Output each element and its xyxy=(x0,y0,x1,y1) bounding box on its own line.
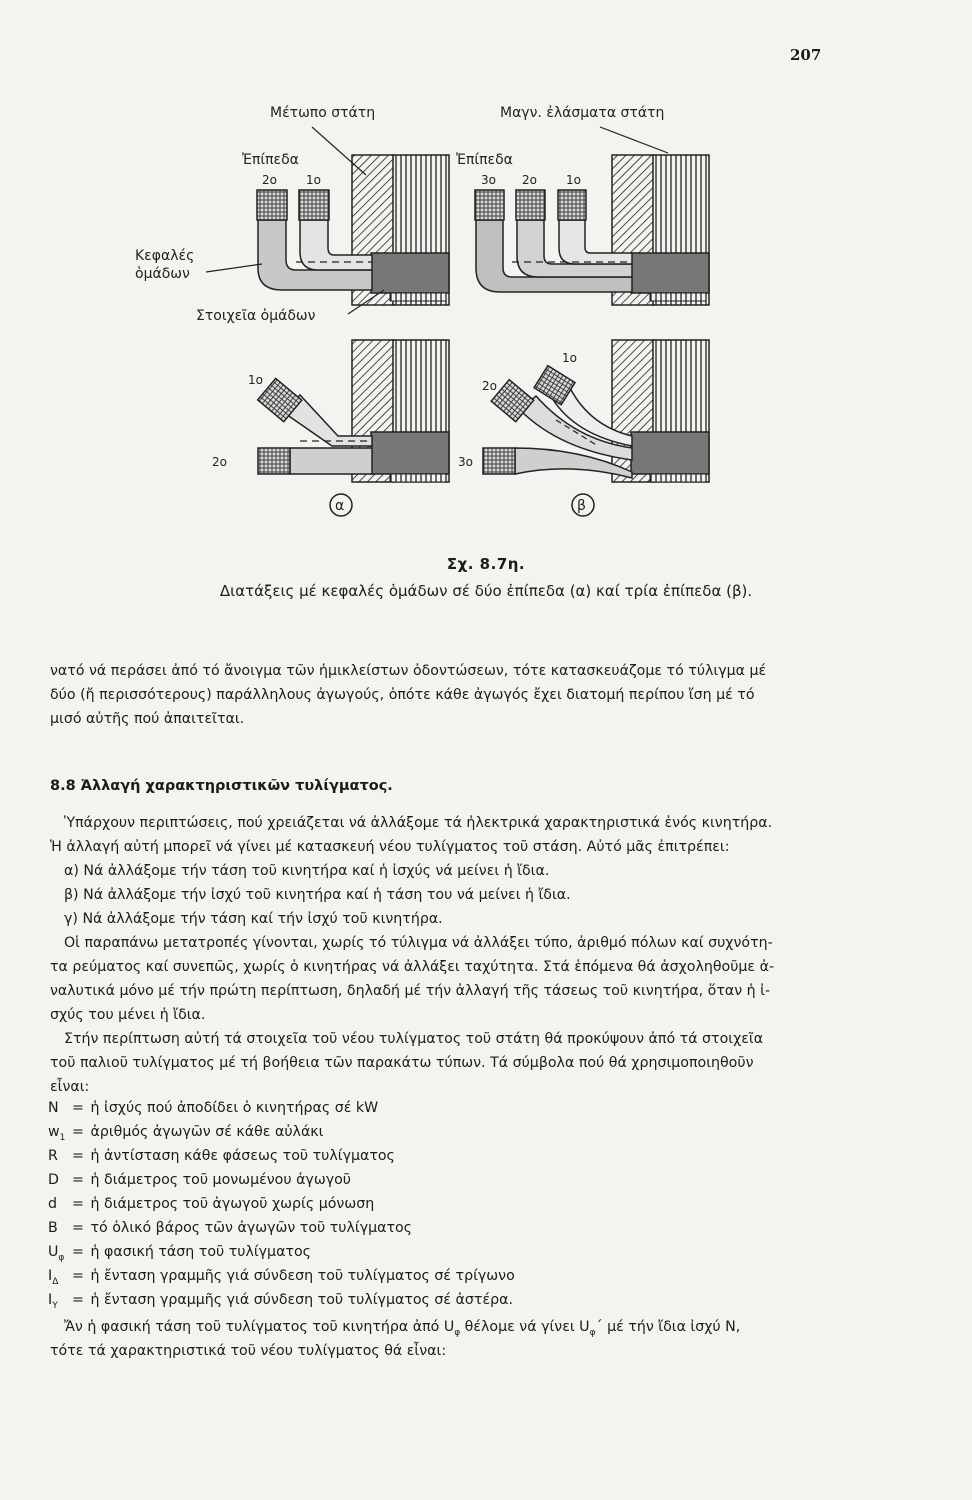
symbol-row: d = ἡ διάμετρος τοῦ ἀγωγοῦ χωρίς μόνωση xyxy=(48,1196,375,1212)
label-stator-laminations: Μαγν. ἐλάσματα στάτη xyxy=(500,105,665,121)
final-line-2: τότε τά χαρακτηριστικά τοῦ νέου τυλίγματος θά εἶναι: xyxy=(50,1343,447,1359)
mark-b: β xyxy=(577,498,586,514)
body-line-3: α) Νά ἀλλάξομε τήν τάση τοῦ κινητήρα καί ἡ ἰσχύς νά μείνει ἡ ἴδια. xyxy=(64,863,550,879)
diagram-b-bottom xyxy=(483,340,709,516)
lower-b-1: 1ο xyxy=(562,351,577,365)
plane-a-2: 2ο xyxy=(262,173,277,187)
plane-b-2: 2ο xyxy=(522,173,537,187)
winding-figure xyxy=(0,0,972,540)
label-group-elements: Στοιχεῖα ὁμάδων xyxy=(196,308,316,324)
body-line-5: γ) Νά ἀλλάξομε τήν τάση καί τήν ἰσχύ τοῦ κινητήρα. xyxy=(64,911,443,927)
symbol-row: $I_\Delta$ = ἡ ἔνταση γραμμῆς γιά σύνδεση τοῦ τυλίγματος σέ τρίγωνο xyxy=(48,1268,515,1287)
plane-a-1: 1ο xyxy=(306,173,321,187)
symbol-row: N = ἡ ἰσχύς πού ἀποδίδει ὁ κινητήρας σέ kW xyxy=(48,1100,379,1116)
intro-line-1: νατό νά περάσει ἀπό τό ἄνοιγμα τῶν ἡμικλείστων ὀδοντώσεων, τότε κατασκευάζομε τό τύλιγμα μέ xyxy=(50,663,767,679)
figure-number: Σχ. 8.7η. xyxy=(446,555,526,573)
lower-b-3: 3ο xyxy=(458,455,473,469)
symbol-row: D = ἡ διάμετρος τοῦ μονωμένου ἀγωγοῦ xyxy=(48,1172,351,1188)
body-line-7: τα ρεύματος καί συνεπῶς, χωρίς ὁ κινητήρας νά ἀλλάξει ταχύτητα. Στά ἑπόμενα θά ἀσχοληθοῦμε ἀ- xyxy=(50,959,775,975)
figure-caption: Διατάξεις μέ κεφαλές ὁμάδων σέ δύο ἐπίπεδα (α) καί τρία ἐπίπεδα (β). xyxy=(219,582,753,600)
symbol-row: R = ἡ ἀντίσταση κάθε φάσεως τοῦ τυλίγματος xyxy=(48,1148,395,1164)
label-planes-b: Ἐπίπεδα xyxy=(456,152,513,168)
mark-a: α xyxy=(335,498,345,514)
diagram-a-top xyxy=(257,155,449,305)
plane-b-1: 1ο xyxy=(566,173,581,187)
body-line-1: Ὑπάρχουν περιπτώσεις, πού χρειάζεται νά ἀλλάξομε τά ἠλεκτρικά χαρακτηριστικά ἑνός κινητήρα. xyxy=(64,815,773,831)
diagram-a-bottom xyxy=(258,340,449,516)
body-line-8: ναλυτικά μόνο μέ τήν πρώτη περίπτωση, δηλαδή μέ τήν ἀλλαγή τῆς τάσεως τοῦ κινητήρα, ὅταν ἡ ἰ- xyxy=(50,983,771,999)
final-line-1: Ἄν ἡ φασική τάση τοῦ τυλίγματος τοῦ κινητήρα ἀπό $U_\varphi$ θέλομε νά γίνει $U_\varphi΄$ μέ τήν ἴδια ἰσχύ N, xyxy=(64,1319,741,1338)
body-line-11: τοῦ παλιοῦ τυλίγματος μέ τή βοήθεια τῶν παρακάτω τύπων. Τά σύμβολα πού θά χρησιμοποιηθοῦν xyxy=(50,1055,754,1071)
symbol-row: $w_1$ = ἀριθμός ἀγωγῶν σέ κάθε αὐλάκι xyxy=(48,1124,324,1143)
label-group-heads-1: Κεφαλές xyxy=(135,248,195,264)
body-line-9: σχύς του μένει ἡ ἴδια. xyxy=(50,1007,206,1023)
body-line-2: Ἡ ἀλλαγή αὐτή μπορεῖ νά γίνει μέ κατασκευή νέου τυλίγματος τοῦ στάση. Αὐτό μᾶς ἐπιτρέπει: xyxy=(50,839,730,855)
section-heading: 8.8 Ἀλλαγή χαρακτηριστικῶν τυλίγματος. xyxy=(50,778,393,794)
diagram-b-top xyxy=(475,155,709,305)
page-number: 207 xyxy=(790,46,822,64)
intro-line-3: μισό αὐτῆς πού ἀπαιτεῖται. xyxy=(50,711,245,727)
plane-b-3: 3ο xyxy=(481,173,496,187)
body-line-4: β) Νά ἀλλάξομε τήν ἰσχύ τοῦ κινητήρα καί ἡ τάση του νά μείνει ἡ ἴδια. xyxy=(64,887,571,903)
intro-line-2: δύο (ἤ περισσότερους) παράλληλους ἀγωγούς, ὁπότε κάθε ἀγωγός ἔχει διατομή περίπου ἴση μέ τό xyxy=(50,687,755,703)
lower-b-2: 2ο xyxy=(482,379,497,393)
lower-a-2: 2ο xyxy=(212,455,227,469)
symbol-row: B = τό ὁλικό βάρος τῶν ἀγωγῶν τοῦ τυλίγματος xyxy=(48,1220,413,1236)
body-line-6: Οἱ παραπάνω μετατροπές γίνονται, χωρίς τό τύλιγμα νά ἀλλάξει τύπο, ἀριθμό πόλων καί συχνότη- xyxy=(64,935,773,951)
symbol-row: $I_Y$ = ἡ ἔνταση γραμμῆς γιά σύνδεση τοῦ τυλίγματος σέ ἀστέρα. xyxy=(48,1292,513,1311)
symbol-row: $U_\varphi$ = ἡ φασική τάση τοῦ τυλίγματος xyxy=(48,1244,311,1263)
lower-a-1: 1ο xyxy=(248,373,263,387)
label-group-heads-2: ὁμάδων xyxy=(135,266,190,282)
label-stator-front: Μέτωπο στάτη xyxy=(270,105,376,121)
body-line-12: εἶναι: xyxy=(50,1079,90,1095)
body-line-10: Στήν περίπτωση αὐτή τά στοιχεῖα τοῦ νέου τυλίγματος τοῦ στάτη θά προκύψουν ἀπό τά στοιχεῖα xyxy=(64,1031,764,1047)
label-planes-a: Ἐπίπεδα xyxy=(242,152,299,168)
